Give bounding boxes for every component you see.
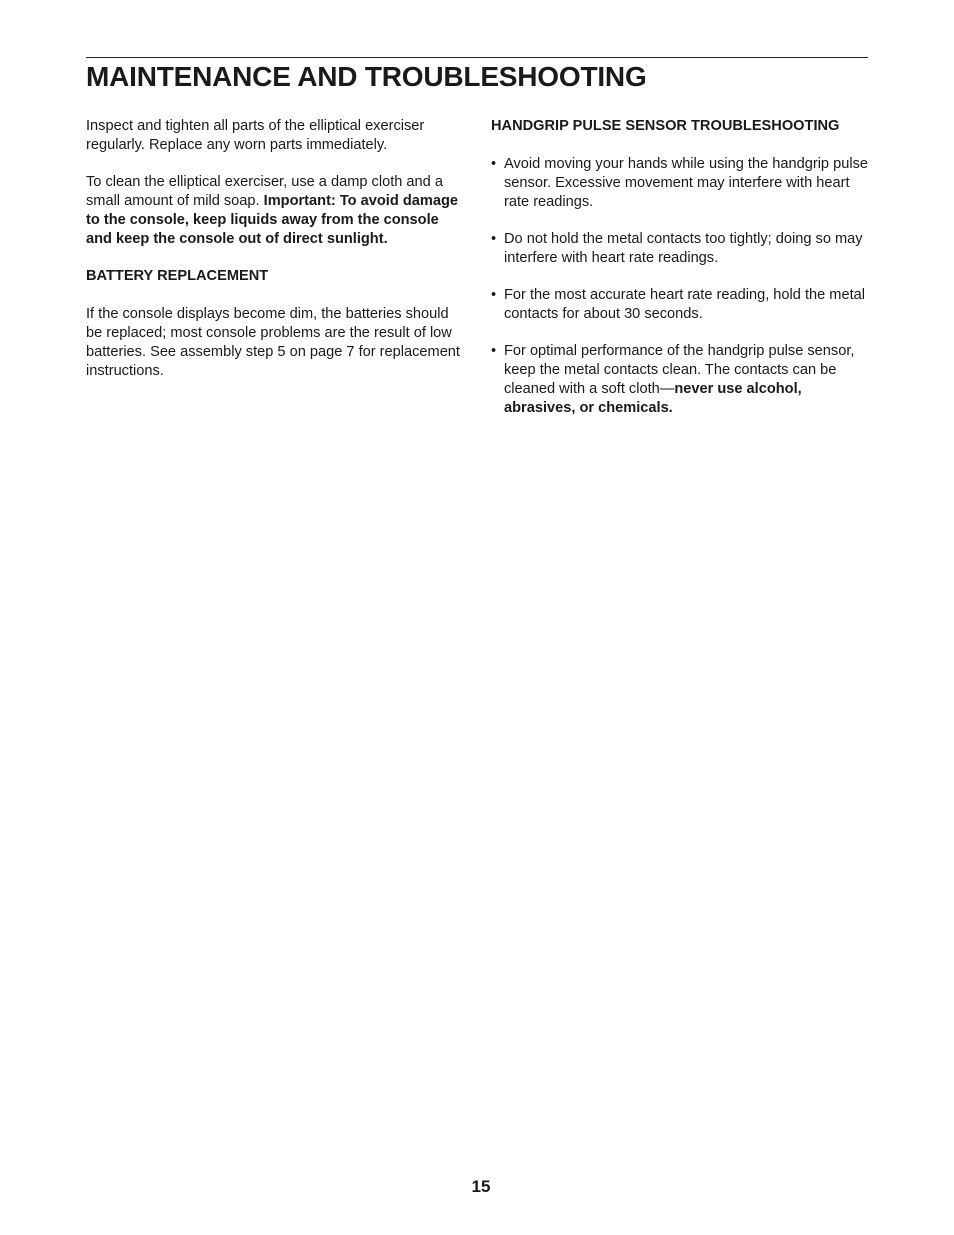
battery-paragraph: If the console displays become dim, the batteries should be replaced; most console problems are the result of low batteries. See assembly step 5 on page 7 for replacement instructions.: [86, 306, 460, 379]
list-item: [491, 230, 869, 268]
pulse-sensor-heading: HANDGRIP PULSE SENSOR TROUBLESHOOTING: [491, 118, 840, 134]
bullet-icon: •: [491, 287, 497, 303]
bullet-icon: •: [491, 231, 497, 247]
battery-heading: BATTERY REPLACEMENT: [86, 268, 269, 284]
bullet-icon: •: [491, 343, 497, 359]
page-number: 15: [471, 1177, 491, 1196]
list-item: [491, 342, 869, 418]
left-column: [86, 117, 464, 399]
title-rule: [86, 57, 868, 58]
tip-warning: never use alcohol, abrasives, or chemicals.: [504, 381, 802, 416]
right-column: [491, 117, 869, 436]
page-title: MAINTENANCE AND TROUBLESHOOTING: [86, 61, 647, 92]
list-item: [491, 286, 869, 324]
cleaning-text: To clean the elliptical exerciser, use a damp cloth and a small amount of mild soap.: [86, 174, 443, 209]
list-item: [491, 155, 869, 212]
tip-text: Avoid moving your hands while using the handgrip pulse sensor. Excessive movement may interfere with heart rate readings.: [504, 156, 868, 210]
bullet-icon: •: [491, 156, 497, 172]
pulse-tips-list: [491, 155, 869, 418]
cleaning-paragraph: [86, 173, 464, 249]
tip-text: Do not hold the metal contacts too tightly; doing so may interfere with heart rate readings.: [504, 231, 863, 266]
inspect-paragraph: Inspect and tighten all parts of the elliptical exerciser regularly. Replace any worn parts immediately.: [86, 118, 425, 153]
cleaning-important: Important: To avoid damage to the console, keep liquids away from the console and keep the console out of direct sunlight.: [86, 193, 458, 247]
tip-text: For the most accurate heart rate reading, hold the metal contacts for about 30 seconds.: [504, 287, 865, 322]
tip-text: For optimal performance of the handgrip pulse sensor, keep the metal contacts clean. The contacts can be cleaned with a soft cloth—: [504, 343, 855, 397]
